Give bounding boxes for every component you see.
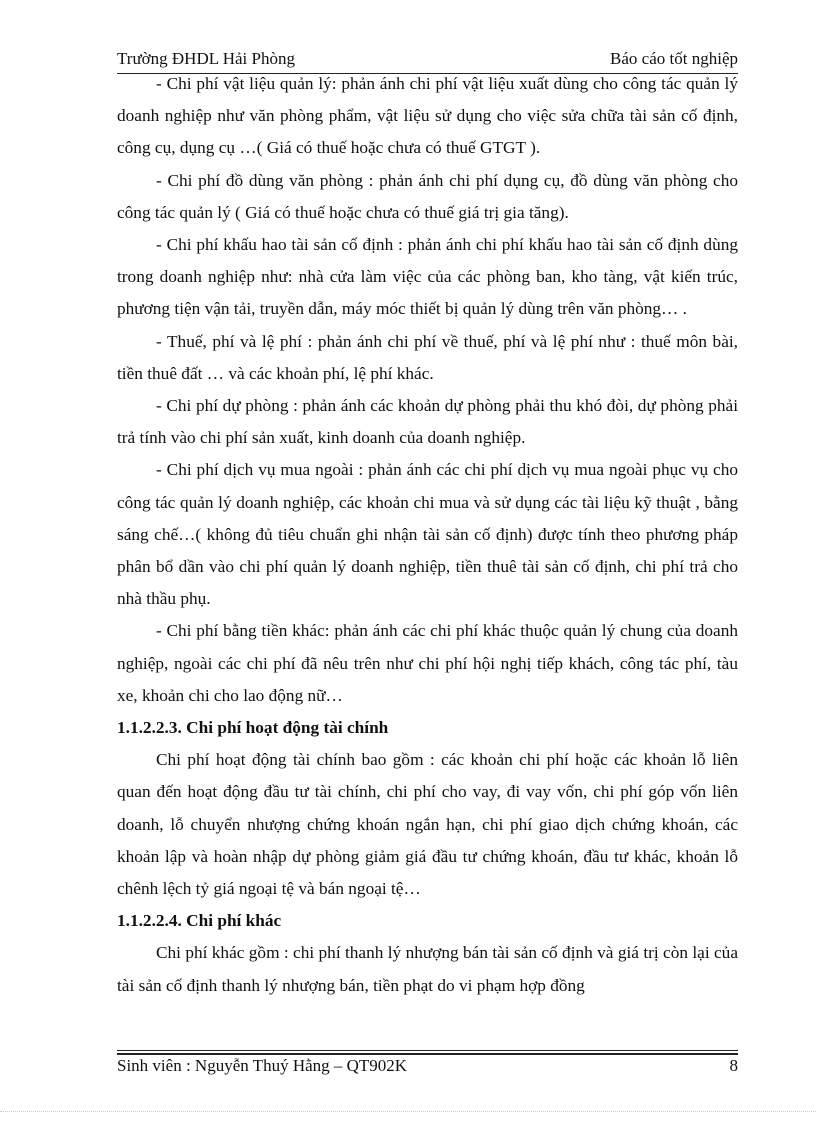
page-number: 8 xyxy=(729,1056,738,1075)
footer-divider-thin xyxy=(117,1050,738,1051)
header-report-title: Báo cáo tốt nghiệp xyxy=(610,49,738,68)
page-footer xyxy=(117,1056,738,1078)
section-heading-other-costs: 1.1.2.2.4. Chi phí khác xyxy=(117,911,282,931)
page-edge-divider xyxy=(0,1111,816,1112)
document-body xyxy=(117,68,738,1002)
paragraph-financial-costs: Chi phí hoạt động tài chính bao gồm : các khoản chi phí hoặc các khoản lỗ liên quan đến hoạt động đầu tư tài chính, chi phí cho vay, đi vay vốn, chi phí góp vốn liên doanh, lỗ chuyển nhượng chứng khoán ngắn hạn, chi phí giao dịch chứng khoán, các khoản lập và hoàn nhập dự phòng giảm giá đầu tư chứng khoán, đầu tư khác, khoản lỗ chênh lệch tỷ giá ngoại tệ và bán ngoại tệ… xyxy=(117,750,738,899)
paragraph-other-costs: Chi phí khác gồm : chi phí thanh lý nhượng bán tài sản cố định và giá trị còn lại của tài sản cố định thanh lý nhượng bán, tiền phạt do vi phạm hợp đồng xyxy=(117,943,738,995)
paragraph-material-cost: - Chi phí vật liệu quản lý: phản ánh chi phí vật liệu xuất dùng cho công tác quản lý doanh nghiệp như văn phòng phẩm, vật liệu sử dụng cho việc sửa chữa tài sản cố định, công cụ, dụng cụ …( Giá có thuế hoặc chưa có thuế GTGT ). xyxy=(117,74,738,158)
paragraph-taxes-fees: - Thuế, phí và lệ phí : phản ánh chi phí về thuế, phí và lệ phí như : thuế môn bài, tiền thuê đất … và các khoản phí, lệ phí khác. xyxy=(117,331,738,383)
paragraph-depreciation: - Chi phí khấu hao tài sản cố định : phản ánh chi phí khấu hao tài sản cố định dùng trong doanh nghiệp như: nhà cửa làm việc của các phòng ban, kho tàng, vật kiến trúc, phương tiện vận tải, truyền dẫn, máy móc thiết bị quản lý dùng trên văn phòng… . xyxy=(117,235,738,319)
paragraph-other-cash-costs: - Chi phí bằng tiền khác: phản ánh các chi phí khác thuộc quản lý chung của doanh nghiệp, ngoài các chi phí đã nêu trên như chi phí hội nghị tiếp khách, công tác phí, tàu xe, khoản chi cho lao động nữ… xyxy=(117,621,738,705)
paragraph-provisions: - Chi phí dự phòng : phản ánh các khoản dự phòng phải thu khó đòi, dự phòng phải trả tính vào chi phí sản xuất, kinh doanh của doanh nghiệp. xyxy=(117,396,738,448)
footer-student-name: Sinh viên : Nguyễn Thuý Hằng – QT902K xyxy=(117,1056,408,1075)
header-school-name: Trường ĐHDL Hải Phòng xyxy=(117,49,295,68)
footer-divider-thick xyxy=(117,1053,738,1055)
paragraph-outsourced-services: - Chi phí dịch vụ mua ngoài : phản ánh các chi phí dịch vụ mua ngoài phục vụ cho công tác quản lý doanh nghiệp, các khoản chi mua và sử dụng các tài liệu kỹ thuật , bằng sáng chế…( không đủ tiêu chuẩn ghi nhận tài sản cố định) được tính theo phương pháp phân bổ dần vào chi phí quản lý doanh nghiệp, tiền thuê tài sản cố định, chi phí trả cho nhà thầu phụ. xyxy=(117,460,738,609)
paragraph-office-supplies: - Chi phí đồ dùng văn phòng : phản ánh chi phí dụng cụ, đồ dùng văn phòng cho công tác quản lý ( Giá có thuế hoặc chưa có thuế giá trị gia tăng). xyxy=(117,170,738,222)
section-heading-financial-costs: 1.1.2.2.3. Chi phí hoạt động tài chính xyxy=(117,718,389,738)
